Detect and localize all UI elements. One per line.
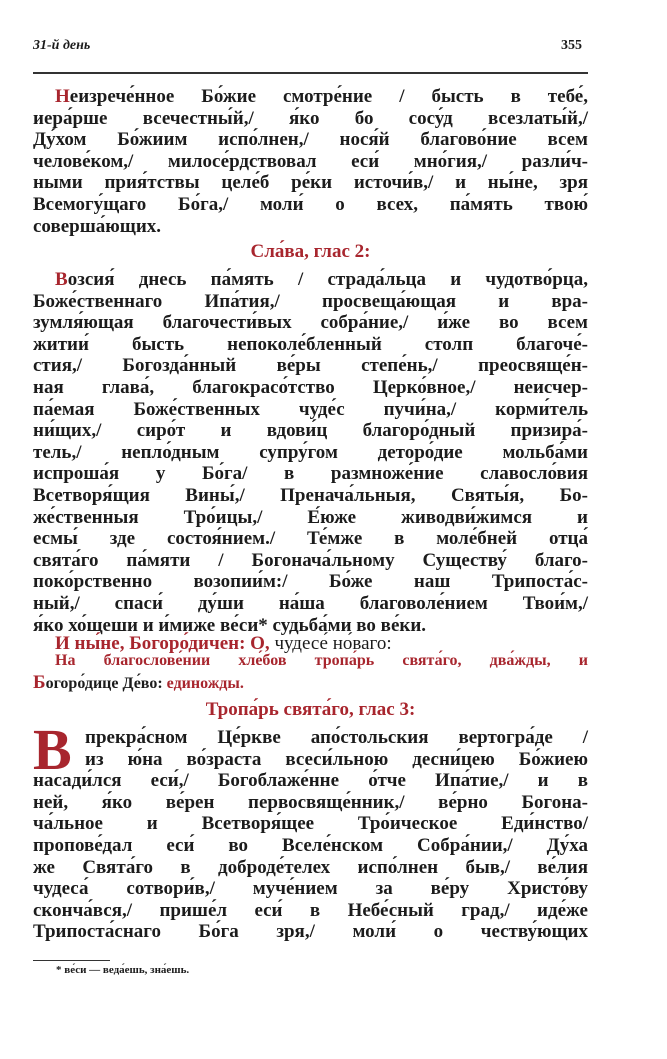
line-text: из ю́на во́зраста всеси́льною десни́цею Бо́жиею (85, 748, 588, 770)
text-line (33, 749, 588, 771)
text-line (33, 399, 588, 421)
line-text: прекра́сном Це́ркве апо́стольския вертогра́де / (85, 727, 588, 748)
text-line (33, 216, 588, 238)
line-text: еизрече́нное Бо́жие смотре́ние / бысть в тебе́, (69, 86, 588, 107)
text-line (33, 485, 588, 507)
text-line (33, 550, 588, 572)
line-text: же Свята́го в доброде́телех испо́лнен быв,/ ве́лия (33, 856, 588, 878)
footnote: * ве́си — веда́ешь, зна́ешь. (56, 964, 190, 976)
text-line (33, 129, 588, 151)
text-line (33, 878, 588, 900)
text-line (33, 108, 588, 130)
text-line (33, 151, 588, 173)
line-text: насади́лся еси́,/ Богоблаже́нне о́тче Ипа́тие,/ и в (33, 770, 588, 792)
line-text: Всемогу́щаго Бо́га,/ моли́ о всех, па́мять твою́ (33, 193, 588, 215)
rubric (33, 652, 588, 695)
text-line (33, 334, 588, 356)
sticheron-paragraph (33, 86, 588, 237)
line-text: Всетворя́щия Вины́,/ Пренача́льныя, Святы́я, Бо- (33, 484, 588, 506)
line-text: сконча́вся,/ прише́л еси́ в Небе́сный град,/ иде́же (33, 899, 588, 921)
text-line (33, 813, 588, 835)
drop-cap: В (33, 717, 72, 782)
line-text: ными прия́тствы целе́б ре́ки источи́в,/ и ны́не, зря (33, 172, 588, 194)
text-line (33, 921, 588, 943)
rubric-text: огоро́дице Де́во: (45, 674, 163, 692)
text-line (33, 312, 588, 334)
line-text: есмы́ зде состоя́нием./ Те́мже в моле́бней отца́ (33, 528, 588, 550)
line-text: житии́ бысть непоколе́бленный столп благоче́- (33, 333, 588, 355)
line-text: зумля́ющая благочести́вых собра́ние,/ и́же во всем (33, 312, 588, 334)
line-text: челове́ком,/ милосе́рдствовал еси́ мно́гия,/ разли́ч- (33, 150, 588, 172)
text-line (33, 377, 588, 399)
text-line (33, 900, 588, 922)
line-text: озсия́ днесь па́мять / страда́льца и чудотво́рца, (67, 269, 588, 290)
text-line (33, 770, 588, 792)
slava-paragraph (33, 269, 588, 636)
troparion-paragraph (33, 717, 588, 943)
line-text: чудеса́ сотвори́в,/ муче́нием за ве́ру Христо́ву (33, 878, 588, 900)
line-text: пропове́дал еси́ во Вселе́нском Собра́нии,/ Ду́ха (33, 834, 588, 856)
rubric-line: На благослове́нии хле́бов тропа́рь свята́го, два́жды, и (55, 652, 588, 669)
line-text: ней, я́ко ве́рен первосвяще́нник,/ ве́рно Богона- (33, 791, 588, 813)
line-text: Ду́хом Бо́жиим испо́лнен,/ нося́й благово́ние всем (33, 129, 588, 151)
initial-letter: Н (55, 86, 70, 107)
line-text: па́емая Боже́ственных чуде́с пучи́на,/ корми́тель (33, 398, 588, 420)
text-line (33, 507, 588, 529)
text-line (33, 528, 588, 550)
line-text: же́ственныя Тро́ицы,/ Е́юже живодви́жимся и (33, 506, 588, 528)
text-line (33, 86, 588, 108)
text-line (33, 463, 588, 485)
theotokion-label: И ны́не, Богоро́дичен: О, (55, 633, 270, 654)
line-text: тель,/ непло́дным супру́гом детоpо́дие мольба́ми (33, 441, 588, 463)
page-number: 355 (561, 38, 582, 53)
footnote-rule (33, 960, 110, 961)
line-text: стия,/ Богозда́нный ве́ры степе́нь,/ преосвяще́н- (33, 355, 588, 377)
line-text: ни́щих,/ сиро́т и вдови́ц благоро́дный призира́- (33, 420, 588, 442)
line-text: иера́рше всечестны́й,/ я́ко бо сосу́д всезлаты́й,/ (33, 107, 588, 129)
text-line (33, 269, 588, 291)
text-line (33, 291, 588, 313)
line-text: соверша́ющих. (33, 215, 162, 237)
line-text: ная глава́, благокрасо́тство Церко́вное,/ неисчер- (33, 376, 588, 398)
text-line (33, 835, 588, 857)
line-text: свята́го па́мяти / Богонача́льному Существу́ благо- (33, 549, 588, 571)
line-text: Трипоста́снаго Бо́га зря,/ моли́ о честву́ющих (33, 921, 588, 943)
text-line (33, 593, 588, 615)
text-line (33, 442, 588, 464)
line-text: Боже́ственнаго Ипа́тия,/ просвеща́ющая и вра- (33, 290, 588, 312)
rubric-initial: Б (33, 671, 46, 693)
text-line (33, 172, 588, 194)
rubric-end: единожды. (166, 674, 244, 692)
initial-letter: В (55, 269, 68, 290)
text-line (33, 857, 588, 879)
theotokion-incipit: чудесе́ но́ваго: (274, 633, 392, 654)
troparion-heading: Тропа́рь свята́го, глас 3: (205, 699, 416, 720)
line-text: я́ко хо́щеши и и́миже ве́си* судьба́ми во ве́ки. (33, 614, 427, 636)
header-rule (33, 72, 588, 74)
line-text: ча́льное и Всетворя́щее Тро́ическое Еди́нство/ (33, 813, 588, 835)
text-line (33, 420, 588, 442)
running-header: 31-й день (33, 38, 91, 53)
text-line (33, 792, 588, 814)
text-line (33, 194, 588, 216)
text-line (33, 727, 588, 749)
text-line (33, 571, 588, 593)
line-text: испроша́я у Бо́га/ в размноже́ние славосло́вия (33, 463, 588, 485)
slava-heading: Сла́ва, глас 2: (250, 241, 371, 262)
text-line (33, 355, 588, 377)
line-text: ный,/ спаси́ ду́ши на́ша благоволе́нием Твои́м,/ (33, 592, 588, 614)
line-text: поко́рственно возопии́м:/ Бо́же наш Трипоста́с- (33, 571, 588, 593)
